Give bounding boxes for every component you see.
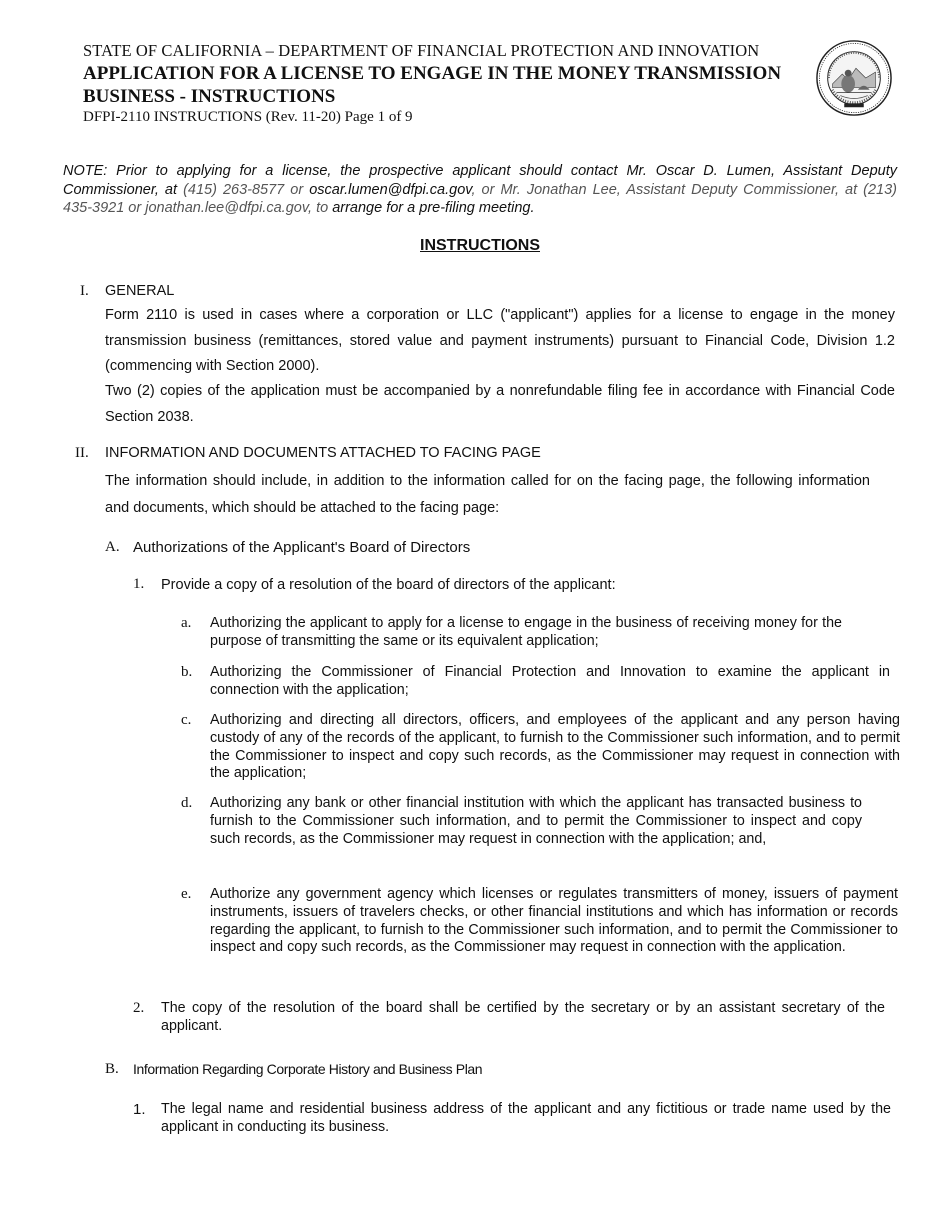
subitem-label-c: c.	[181, 712, 192, 728]
item-number-a2: 2.	[133, 1000, 145, 1016]
note-email-lumen: oscar.lumen@dfpi.ca.gov	[309, 181, 472, 198]
general-paragraph-1: Form 2110 is used in cases where a corporation or LLC ("applicant") applies for a license to engage in the money transmission business (remittances, stored value and payment instruments) pursuant to Financial Code, Division 1.2 (commencing with Section 2000).	[105, 307, 895, 374]
subitem-label-b: b.	[181, 664, 193, 680]
agency-line: STATE OF CALIFORNIA – DEPARTMENT OF FINANCIAL PROTECTION AND INNOVATION	[83, 41, 760, 60]
general-paragraph-2: Two (2) copies of the application must be accompanied by a nonrefundable filing fee in accordance with Financial Code Section 2038.	[105, 383, 895, 425]
note-tail: arrange for a pre-filing meeting.	[332, 200, 535, 216]
document-title: APPLICATION FOR A LICENSE TO ENGAGE IN THE MONEY TRANSMISSION BUSINESS - INSTRUCTIONS	[83, 63, 782, 107]
note-lead: NOTE: Prior to applying for a license, the prospective applicant should contact Mr. Oscar D. Lumen, Assistant Deputy Commissioner, at	[63, 163, 897, 198]
section-title-general: GENERAL	[105, 283, 175, 299]
subsection-letter-a: A.	[105, 539, 120, 555]
form-id: DFPI-2110 INSTRUCTIONS (Rev. 11-20) Page 1 of 9	[83, 109, 413, 125]
california-state-seal-icon	[815, 39, 893, 117]
subitem-label-e: e.	[181, 886, 192, 902]
pre-filing-note	[63, 162, 897, 218]
section-numeral-i: I.	[80, 283, 89, 299]
subitem-label-a: a.	[181, 615, 192, 631]
subitem-text-a: Authorizing the applicant to apply for a license to engage in the business of receiving money for the purpose of transmitting the same or its equivalent application;	[210, 615, 842, 649]
information-paragraph: The information should include, in addition to the information called for on the facing page, the following information and documents, which should be attached to the facing page:	[105, 473, 870, 516]
subsection-title-a: Authorizations of the Applicant's Board of Directors	[133, 539, 471, 556]
subitem-text-b: Authorizing the Commissioner of Financial Protection and Innovation to examine the applicant in connection with the application;	[210, 664, 890, 698]
item-text-a1: Provide a copy of a resolution of the board of directors of the applicant:	[161, 577, 616, 593]
subsection-title-b: Information Regarding Corporate History and Business Plan	[133, 1061, 483, 1077]
note-phone-lumen: (415) 263-8577	[183, 181, 285, 198]
note-middle: , or Mr. Jonathan Lee, Assistant Deputy Commissioner, at (213) 435-3921 or jonathan.lee@dfpi.ca.gov, to	[63, 181, 898, 216]
subsection-letter-b: B.	[105, 1061, 119, 1077]
item-number-b1: 1.	[133, 1101, 146, 1118]
item-text-b1: The legal name and residential business address of the applicant and any fictitious or trade name used by the applicant in conducting its business.	[161, 1101, 891, 1135]
item-text-a2: The copy of the resolution of the board shall be certified by the secretary or by an assistant secretary of the applicant.	[161, 1000, 885, 1034]
subitem-text-d: Authorizing any bank or other financial institution with which the applicant has transacted business to furnish to the Commissioner such information, and to permit the Commissioner to inspect and copy such records, as the Commissioner may request in connection with the application; and,	[210, 795, 862, 847]
subitem-text-e: Authorize any government agency which licenses or regulates transmitters of money, issuers of payment instruments, issuers of travelers checks, or other financial institutions and which has information or records regarding the applicant, to furnish to the Commissioner such information, and to permit the Commissioner to inspect and copy such records, as the Commissioner may request in connection with the application.	[210, 886, 898, 956]
subitem-label-d: d.	[181, 795, 193, 811]
section-numeral-ii: II.	[75, 445, 89, 461]
item-number-a1: 1.	[133, 576, 145, 592]
subitem-text-c: Authorizing and directing all directors, officers, and employees of the applicant and any person having custody of any of the records of the applicant, to furnish to the Commissioner such information, and to permit the Commissioner to inspect and copy such records, as the Commissioner may request in connection with the application;	[210, 712, 900, 782]
section-title-information: INFORMATION AND DOCUMENTS ATTACHED TO FACING PAGE	[105, 445, 541, 461]
instructions-heading: INSTRUCTIONS	[420, 237, 540, 254]
note-or: or	[290, 181, 304, 198]
